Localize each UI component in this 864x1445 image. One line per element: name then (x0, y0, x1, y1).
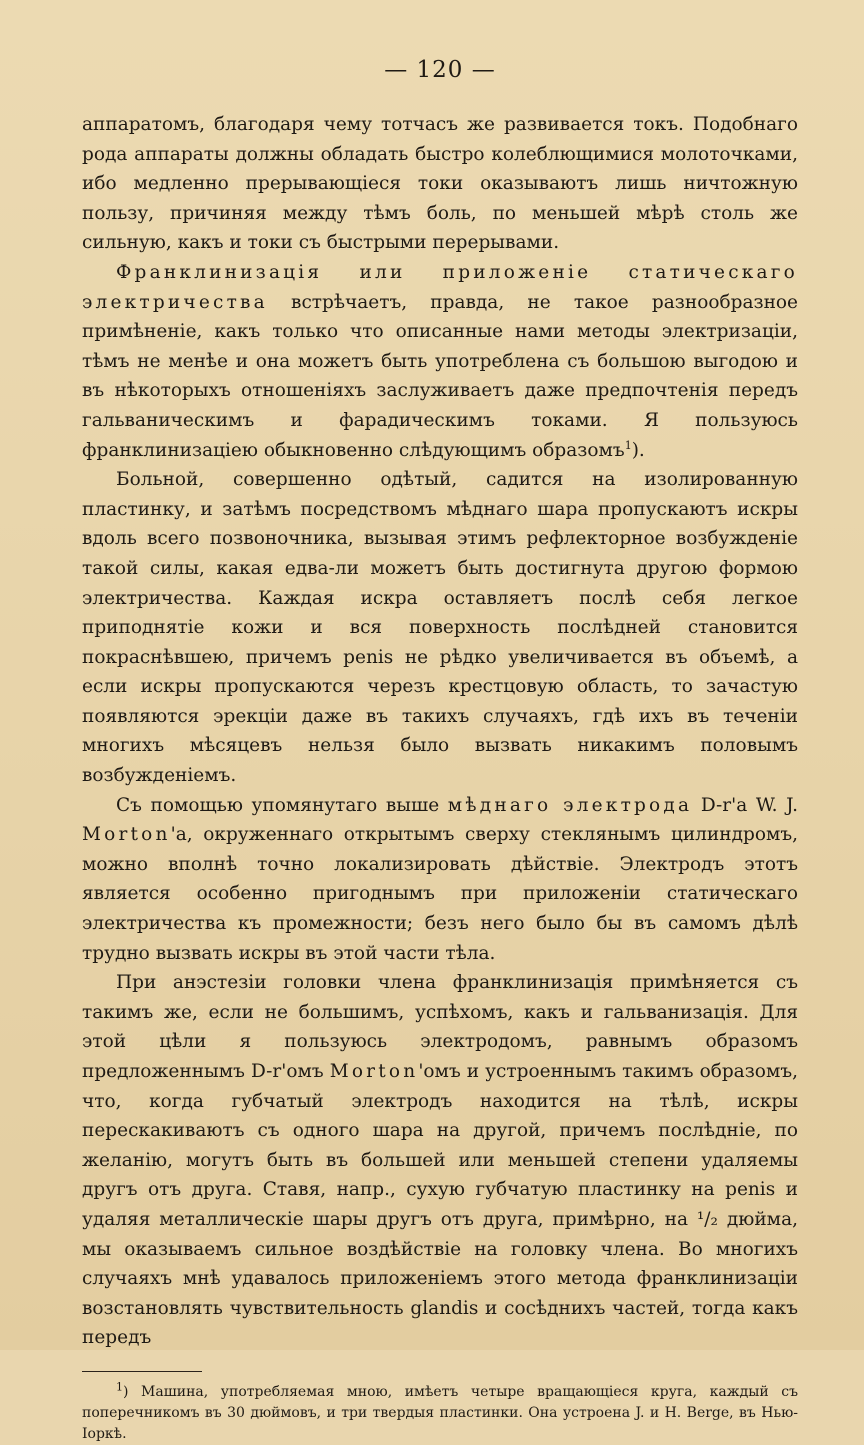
paragraph-2-end: ). (631, 439, 645, 461)
paragraph-2 (82, 258, 798, 465)
footnote (82, 1382, 798, 1445)
paragraph-4-e: 'а, окруженнаго открытымъ сверху стеклянымъ цилиндромъ, можно вполнѣ точно локализировать дѣйствіе. Электродъ этотъ является особенно пригоднымъ при приложеніи статическаго электричества къ промежности; безъ него было бы въ самомъ дѣлѣ трудно вызвать искры въ этой части тѣла. (82, 824, 798, 964)
paragraph-4-a: Съ помощью упомянутаго выше (116, 794, 448, 816)
footnote-divider (82, 1371, 202, 1372)
paragraph-5-a: При анэстезіи головки члена франклинизація примѣняется съ такимъ же, если не большимъ, успѣхомъ, какъ и гальванизація. Для этой цѣли я пользуюсь электродомъ, равнымъ образомъ предложеннымъ D-r'омъ (82, 972, 798, 1082)
spaced-term: Франклинизація или приложеніе статическаго электричества (82, 261, 798, 313)
paragraph-4 (82, 791, 798, 969)
body-text (82, 110, 798, 1353)
paragraph-2-text: встрѣчаетъ, правда, не такое разнообразное примѣненіе, какъ только что описанные нами методы электризаціи, тѣмъ не менѣе и она можетъ быть употреблена съ большою выгодою и въ нѣкоторыхъ отношеніяхъ заслуживаетъ даже предпочтенія передъ гальваническимъ и фарадическимъ токами. Я пользуюсь франклинизаціею обыкновенно слѣдующимъ образомъ (82, 291, 798, 461)
spaced-name: Morton (82, 824, 171, 846)
page-number: — 120 — (384, 57, 496, 83)
paragraph-5 (82, 968, 798, 1353)
spaced-name: Morton (329, 1061, 419, 1082)
footnote-marker: 1 (116, 1380, 123, 1394)
paragraph-1: аппаратомъ, благодаря чему тотчасъ же развивается токъ. Подобнаго рода аппараты должны обладать быстро колеблющимися молоточками, ибо медленно прерывающіеся токи оказываютъ лишь ничтожную пользу, причиняя между тѣмъ боль, по меньшей мѣрѣ столь же сильную, какъ и токи съ быстрыми перерывами. (82, 114, 798, 254)
paragraph-4-c: D-r'a W. J. (692, 794, 798, 816)
paragraph-3: Больной, совершенно одѣтый, садится на изолированную пластинку, и затѣмъ посредствомъ мѣднаго шара пропускаютъ искры вдоль всего позвоночника, вызывая этимъ рефлекторное возбужденіе такой силы, какая едва-ли можетъ быть достигнута другою формою электричества. Каждая искра оставляетъ послѣ себя легкое приподнятіе кожи и вся поверхность послѣдней становится покраснѣвшею, причемъ penis не рѣдко увеличивается въ объемѣ, а если искры пропускаются черезъ крестцовую область, то зачастую появляются эрекціи даже въ такихъ случаяхъ, гдѣ ихъ въ теченіи многихъ мѣсяцевъ нельзя было вызвать никакимъ половымъ возбужденіемъ. (82, 469, 798, 787)
paragraph-5-d: дюйма, мы оказываемъ сильное воздѣйствіе на головку члена. Во многихъ случаяхъ мнѣ удавалось приложеніемъ этого метода франклинизаціи возстановлять чувствительность glandis и сосѣднихъ частей, тогда какъ передъ (82, 1208, 798, 1349)
fraction: ¹/₂ (696, 1208, 718, 1230)
paragraph-5-c: 'омъ и устроеннымъ такимъ образомъ, что, когда губчатый электродъ находится на тѣлѣ, искры перескакиваютъ съ одного шара на другой, причемъ послѣдніе, по желанію, могутъ быть въ большей или меньшей степени удаляемы другъ отъ друга. Ставя, напр., сухую губчатую пластинку на penis и удаляя металлическіе шары другъ отъ друга, примѣрно, на (82, 1061, 798, 1230)
footnote-text: ) Машина, употребляемая мною, имѣетъ четыре вращающіеся круга, каждый съ поперечникомъ въ 30 дюймовъ, и три твердыя пластинки. Она устроена J. и H. Berge, въ Нью-Іоркѣ. (82, 1383, 798, 1442)
spaced-term: мѣднаго электрода (447, 794, 693, 816)
footnote-ref: 1 (624, 438, 632, 452)
